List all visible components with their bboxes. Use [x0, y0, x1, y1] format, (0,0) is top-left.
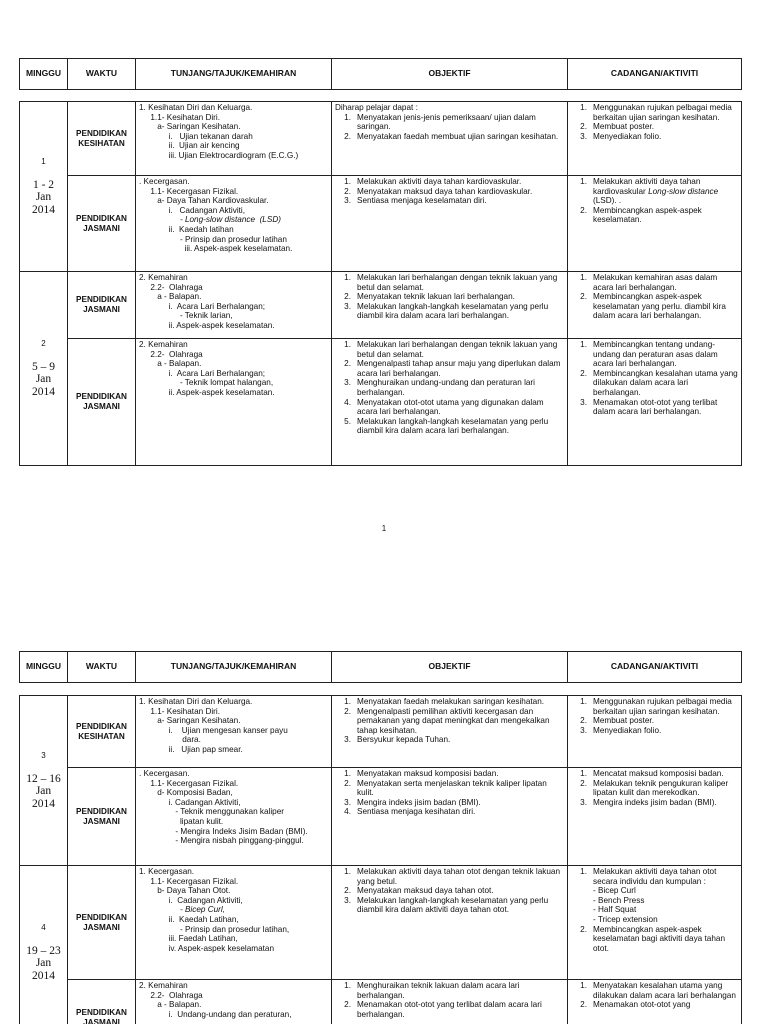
tunjang-cell: [136, 866, 332, 980]
page-number: 1: [381, 524, 387, 533]
table-row: [20, 980, 742, 1024]
list-item: 1. Menggunakan rujukan pelbagai media berkaitan ujian saringan kesihatan.: [580, 697, 732, 716]
week-cell-2: [20, 272, 68, 466]
tunjang-line: 1. Kesihatan Diri dan Keluarga.: [139, 103, 253, 112]
waktu-cell: [68, 866, 136, 980]
header-waktu: WAKTU: [68, 652, 136, 683]
list-item: 2. Membuat poster.: [580, 122, 654, 132]
tunjang-line: i. Acara Lari Berhalangan;: [139, 368, 266, 378]
list-item: 2. Mengenalpasti pemilihan aktiviti kecergasan dan pemakanan yang dapat meningkat dan mengekalkan tahap kesihatan.: [344, 706, 550, 735]
week-date-year: 2014: [32, 797, 55, 810]
table-row: [20, 272, 742, 339]
tunjang-cell: [136, 768, 332, 866]
waktu-label-line1: PENDIDIKAN: [76, 128, 127, 138]
tunjang-line: - Teknik lompat halangan,: [139, 378, 274, 388]
tunjang-line: i. Ujian mengesan kanser payu: [139, 725, 288, 735]
cadangan-cell: [568, 176, 742, 272]
tunjang-line: 2.2- Olahraga: [139, 282, 203, 292]
list-item: 3. Melakukan langkah-langkah keselamatan yang perlu diambil kira dalam acara lari berhalangan.: [344, 301, 549, 321]
week-date-range: 12 – 16: [26, 772, 61, 785]
tunjang-line: - Teknik menggunakan kaliper: [139, 807, 285, 817]
list-item: 4. Sentiasa menjaga kesihatan diri.: [344, 807, 476, 817]
tunjang-line: b- Daya Tahan Otot.: [139, 886, 231, 896]
tunjang-cell: [136, 980, 332, 1024]
list-item: 2. Menyatakan teknik lakuan lari berhalangan.: [344, 292, 515, 302]
list-item: 1. Melakukan lari berhalangan dengan teknik lakuan yang betul dan selamat.: [344, 273, 558, 292]
waktu-label-line1: PENDIDIKAN: [76, 721, 127, 731]
header-tunjang: TUNJANG/TAJUK/KEMAHIRAN: [136, 652, 332, 683]
waktu-label-line2: JASMANI: [83, 816, 120, 826]
list-item: 2. Menamakan otot-otot yang terlibat dalam acara lari berhalangan.: [344, 1000, 542, 1019]
tunjang-line: 1.1- Kecergasan Fizikal.: [139, 186, 239, 196]
waktu-label-line1: PENDIDIKAN: [76, 806, 127, 816]
waktu-cell: [68, 696, 136, 768]
table-row: [20, 866, 742, 980]
list-item: 2. Menyatakan maksud daya tahan kardiovaskular.: [344, 186, 533, 196]
list-item: 3. Menghuraikan undang-undang dan peraturan lari berhalangan.: [344, 378, 535, 397]
waktu-cell: [68, 102, 136, 176]
objektif-cell: [332, 339, 568, 466]
tunjang-line: . Kecergasan.: [139, 177, 190, 186]
week-date-year: 2014: [32, 969, 55, 982]
cadangan-cell: [568, 866, 742, 980]
list-item: 1. Menghuraikan teknik lakuan dalam acara lari berhalangan.: [344, 981, 520, 1000]
tunjang-line: i. Cadangan Aktiviti,: [139, 895, 243, 905]
waktu-cell: [68, 176, 136, 272]
tunjang-line: a- Saringan Kesihatan.: [139, 122, 241, 132]
cadangan-cell: [568, 768, 742, 866]
week-date-range: 5 – 9: [32, 360, 55, 373]
cadangan-cell: [568, 980, 742, 1024]
waktu-label-line2: JASMANI: [83, 402, 120, 411]
tunjang-line: a - Balapan.: [139, 359, 202, 369]
list-item: 2. Membincangkan aspek-aspek keselamatan.: [580, 205, 702, 225]
list-item: 2. Membincangkan aspek-aspek keselamatan yang perlu. diambil kira dalam acara lari berhalangan.: [580, 292, 726, 321]
tunjang-line: ii. Ujian pap smear.: [139, 744, 243, 754]
page2-header-table: [19, 651, 742, 683]
tunjang-line: 1. Kecergasan.: [139, 867, 195, 876]
tunjang-line: ii. Aspek-aspek keselamatan.: [139, 387, 275, 397]
tunjang-line: 2. Kemahiran: [139, 981, 188, 990]
tunjang-line: - Long-slow distance (LSD): [139, 215, 281, 225]
tunjang-line: iii. Faedah Latihan,: [139, 934, 238, 944]
waktu-label-line2: KESIHATAN: [78, 138, 125, 148]
list-item: 3. Menyediakan folio.: [580, 131, 662, 141]
list-item: 2. Mengenalpasti tahap ansur maju yang diperlukan dalam acara lari berhalangan.: [344, 359, 561, 378]
list-item: 1. Menyatakan jenis-jenis pemeriksaan/ ujian dalam saringan.: [344, 112, 536, 132]
waktu-label-line2: JASMANI: [83, 922, 120, 932]
list-item: 2. Menyatakan faedah membuat ujian saringan kesihatan.: [344, 131, 559, 141]
week-number: 4: [41, 922, 46, 932]
cadangan-cell: [568, 102, 742, 176]
week-date-range: 1 - 2: [32, 178, 55, 191]
page1-body-table: [19, 101, 742, 466]
table-row: [20, 696, 742, 768]
waktu-cell: [68, 272, 136, 339]
tunjang-line: . Kecergasan.: [139, 769, 190, 778]
table-row: [20, 176, 742, 272]
list-item: 1. Melakukan aktiviti daya tahan kardiovaskular Long-slow distance (LSD). .: [580, 177, 719, 206]
list-item: 1. Menyatakan maksud komposisi badan.: [344, 769, 499, 778]
list-item: 2. Menamakan otot-otot yang: [580, 1000, 691, 1010]
waktu-label-line1: PENDIDIKAN: [76, 912, 127, 922]
list-item: 3. Menamakan otot-otot yang terlibat dalam acara lari berhalangan.: [580, 397, 718, 417]
header-objektif: OBJEKTIF: [332, 652, 568, 683]
week-cell-1: [20, 102, 68, 272]
tunjang-line: d- Komposisi Badan,: [139, 788, 233, 798]
table-row: [20, 339, 742, 466]
list-item: 1. Menyatakan faedah melakukan saringan kesihatan.: [344, 697, 545, 706]
tunjang-line: iv. Aspek-aspek keselamatan: [139, 943, 275, 953]
week-date-year: 2014: [32, 203, 55, 216]
tunjang-line: 2.2- Olahraga: [139, 990, 203, 1000]
tunjang-line: i. Acara Lari Berhalangan;: [139, 301, 266, 311]
cadangan-cell: [568, 272, 742, 339]
header-cadangan: CADANGAN/AKTIVITI: [568, 652, 742, 683]
list-item: 4. Menyatakan otot-otot utama yang digunakan dalam acara lari berhalangan.: [344, 397, 544, 417]
tunjang-line: ii. Kaedah Latihan,: [139, 914, 239, 924]
objektif-cell: [332, 176, 568, 272]
week-number: 1: [41, 156, 46, 166]
objektif-cell: [332, 866, 568, 980]
tunjang-line: ii. Ujian air kencing: [139, 141, 240, 151]
objektif-intro: Diharap pelajar dapat :: [335, 103, 418, 112]
list-item: 1. Melakukan aktiviti daya tahan otot secara individu dan kumpulan : - Bicep Curl - Bench Press - Half Squat - Tricep extension: [580, 867, 717, 924]
tunjang-line: lipatan kulit.: [139, 816, 224, 826]
objektif-cell: [332, 768, 568, 866]
tunjang-line: 2.2- Olahraga: [139, 349, 203, 359]
list-item: 2. Membincangkan kesalahan utama yang dilakukan dalam acara lari berhalangan.: [580, 368, 738, 397]
week-date-month: Jan: [35, 957, 52, 970]
tunjang-line: ii. Aspek-aspek keselamatan.: [139, 320, 275, 330]
tunjang-line: - Bicep Curl,: [139, 905, 225, 915]
list-item: 2. Membincangkan aspek-aspek keselamatan bagi aktiviti daya tahan otot.: [580, 924, 725, 953]
list-item: 1. Melakukan lari berhalangan dengan teknik lakuan yang betul dan selamat.: [344, 340, 558, 359]
list-item: 1. Melakukan aktiviti daya tahan otot dengan teknik lakuan yang betul.: [344, 867, 561, 886]
week-date-year: 2014: [32, 385, 55, 398]
week-date-month: Jan: [35, 191, 52, 204]
tunjang-line: i. Undang-undang dan peraturan,: [139, 1009, 292, 1019]
tunjang-line: - Mengira nisbah pinggang-pinggul.: [139, 836, 304, 846]
tunjang-line: a- Daya Tahan Kardiovaskular.: [139, 196, 269, 206]
list-item: 2. Menyatakan maksud daya tahan otot.: [344, 886, 494, 896]
list-item: 3. Bersyukur kepada Tuhan.: [344, 735, 451, 745]
tunjang-line: 1.1- Kesihatan Diri.: [139, 706, 220, 716]
tunjang-line: - Teknik larian,: [139, 311, 233, 321]
tunjang-line: 1.1- Kecergasan Fizikal.: [139, 778, 239, 788]
waktu-label-line2: KESIHATAN: [78, 731, 125, 741]
tunjang-line: i. Cadangan Aktiviti,: [139, 205, 246, 215]
week-number: 2: [41, 338, 46, 348]
list-item: 1. Menyatakan kesalahan utama yang dilakukan dalam acara lari berhalangan: [580, 981, 736, 1000]
tunjang-line: - Prinsip dan prosedur latihan: [139, 234, 287, 244]
waktu-label-line2: JASMANI: [83, 305, 120, 314]
tunjang-line: i. Cadangan Aktiviti,: [139, 797, 241, 807]
tunjang-line: a - Balapan.: [139, 1000, 202, 1010]
page2-body-table: [19, 695, 742, 1024]
list-item: 1. Menggunakan rujukan pelbagai media berkaitan ujian saringan kesihatan.: [580, 103, 732, 122]
list-item: 2. Membuat poster.: [580, 716, 654, 726]
waktu-cell: [68, 339, 136, 466]
tunjang-cell: [136, 339, 332, 466]
waktu-label-line1: PENDIDIKAN: [76, 392, 127, 402]
tunjang-cell: [136, 696, 332, 768]
objektif-cell: [332, 696, 568, 768]
objektif-cell: [332, 102, 568, 176]
list-item: 3. Mengira indeks jisim badan (BMI).: [580, 797, 717, 807]
week-date-month: Jan: [35, 785, 52, 798]
tunjang-line: i. Ujian tekanan darah: [139, 131, 253, 141]
tunjang-line: 1.1- Kecergasan Fizikal.: [139, 876, 239, 886]
list-item: 1. Membincangkan tentang undang-undang dan peraturan asas dalam acara lari berhalangan.: [580, 340, 718, 369]
tunjang-line: - Prinsip dan prosedur latihan,: [139, 924, 290, 934]
waktu-cell: [68, 768, 136, 866]
list-item: 1. Mencatat maksud komposisi badan.: [580, 769, 724, 778]
waktu-label-line1: PENDIDIKAN: [76, 295, 127, 305]
tunjang-cell: [136, 272, 332, 339]
week-date-month: Jan: [35, 373, 52, 386]
waktu-label-line2: JASMANI: [83, 1017, 120, 1024]
list-item: 1. Melakukan aktiviti daya tahan kardiovaskular.: [344, 177, 522, 186]
header-minggu: MINGGU: [20, 59, 68, 90]
tunjang-line: iii. Ujian Elektrocardiogram (E.C.G.): [139, 150, 299, 160]
week-number: 3: [41, 750, 46, 760]
list-item: 3. Sentiasa menjaga keselamatan diri.: [344, 196, 487, 206]
tunjang-line: 1. Kesihatan Diri dan Keluarga.: [139, 697, 253, 706]
waktu-label-line1: PENDIDIKAN: [76, 213, 127, 223]
list-item: 2. Melakukan teknik pengukuran kaliper lipatan kulit dan merekodkan.: [580, 778, 729, 798]
waktu-cell: [68, 980, 136, 1024]
header-objektif: OBJEKTIF: [332, 59, 568, 90]
header-waktu: WAKTU: [68, 59, 136, 90]
tunjang-line: iii. Aspek-aspek keselamatan.: [139, 244, 293, 254]
objektif-cell: [332, 272, 568, 339]
cadangan-cell: [568, 339, 742, 466]
list-item: 3. Melakukan langkah-langkah keselamatan yang perlu diambil kira dalam aktiviti daya tahan otot.: [344, 895, 549, 915]
table-row: [20, 768, 742, 866]
tunjang-line: - Mengira Indeks Jisim Badan (BMI).: [139, 826, 308, 836]
tunjang-line: a - Balapan.: [139, 292, 202, 302]
tunjang-line: ii. Kaedah latihan: [139, 224, 234, 234]
table-row: [20, 102, 742, 176]
week-cell-3: [20, 696, 68, 866]
week-cell-4: [20, 866, 68, 1024]
objektif-cell: [332, 980, 568, 1024]
waktu-label-line1: PENDIDIKAN: [76, 1008, 127, 1017]
list-item: 3. Mengira indeks jisim badan (BMI).: [344, 797, 481, 807]
list-item: 1. Melakukan kemahiran asas dalam acara lari berhalangan.: [580, 273, 718, 292]
page1-header-table: [19, 58, 742, 90]
waktu-label-line2: JASMANI: [83, 223, 120, 233]
list-item: 3. Menyediakan folio.: [580, 725, 662, 735]
header-tunjang: TUNJANG/TAJUK/KEMAHIRAN: [136, 59, 332, 90]
tunjang-line: 1.1- Kesihatan Diri.: [139, 112, 220, 122]
tunjang-cell: [136, 102, 332, 176]
tunjang-cell: [136, 176, 332, 272]
week-date-range: 19 – 23: [26, 944, 61, 957]
cadangan-cell: [568, 696, 742, 768]
list-item: 5. Melakukan langkah-langkah keselamatan yang perlu diambil kira dalam acara lari berhalangan.: [344, 416, 549, 436]
header-cadangan: CADANGAN/AKTIVITI: [568, 59, 742, 90]
tunjang-line: dara.: [139, 735, 201, 745]
tunjang-line: 2. Kemahiran: [139, 273, 188, 282]
tunjang-line: 2. Kemahiran: [139, 340, 188, 349]
list-item: 2. Menyatakan serta menjelaskan teknik kaliper lipatan kulit.: [344, 778, 547, 798]
tunjang-line: a- Saringan Kesihatan.: [139, 716, 241, 726]
header-minggu: MINGGU: [20, 652, 68, 683]
